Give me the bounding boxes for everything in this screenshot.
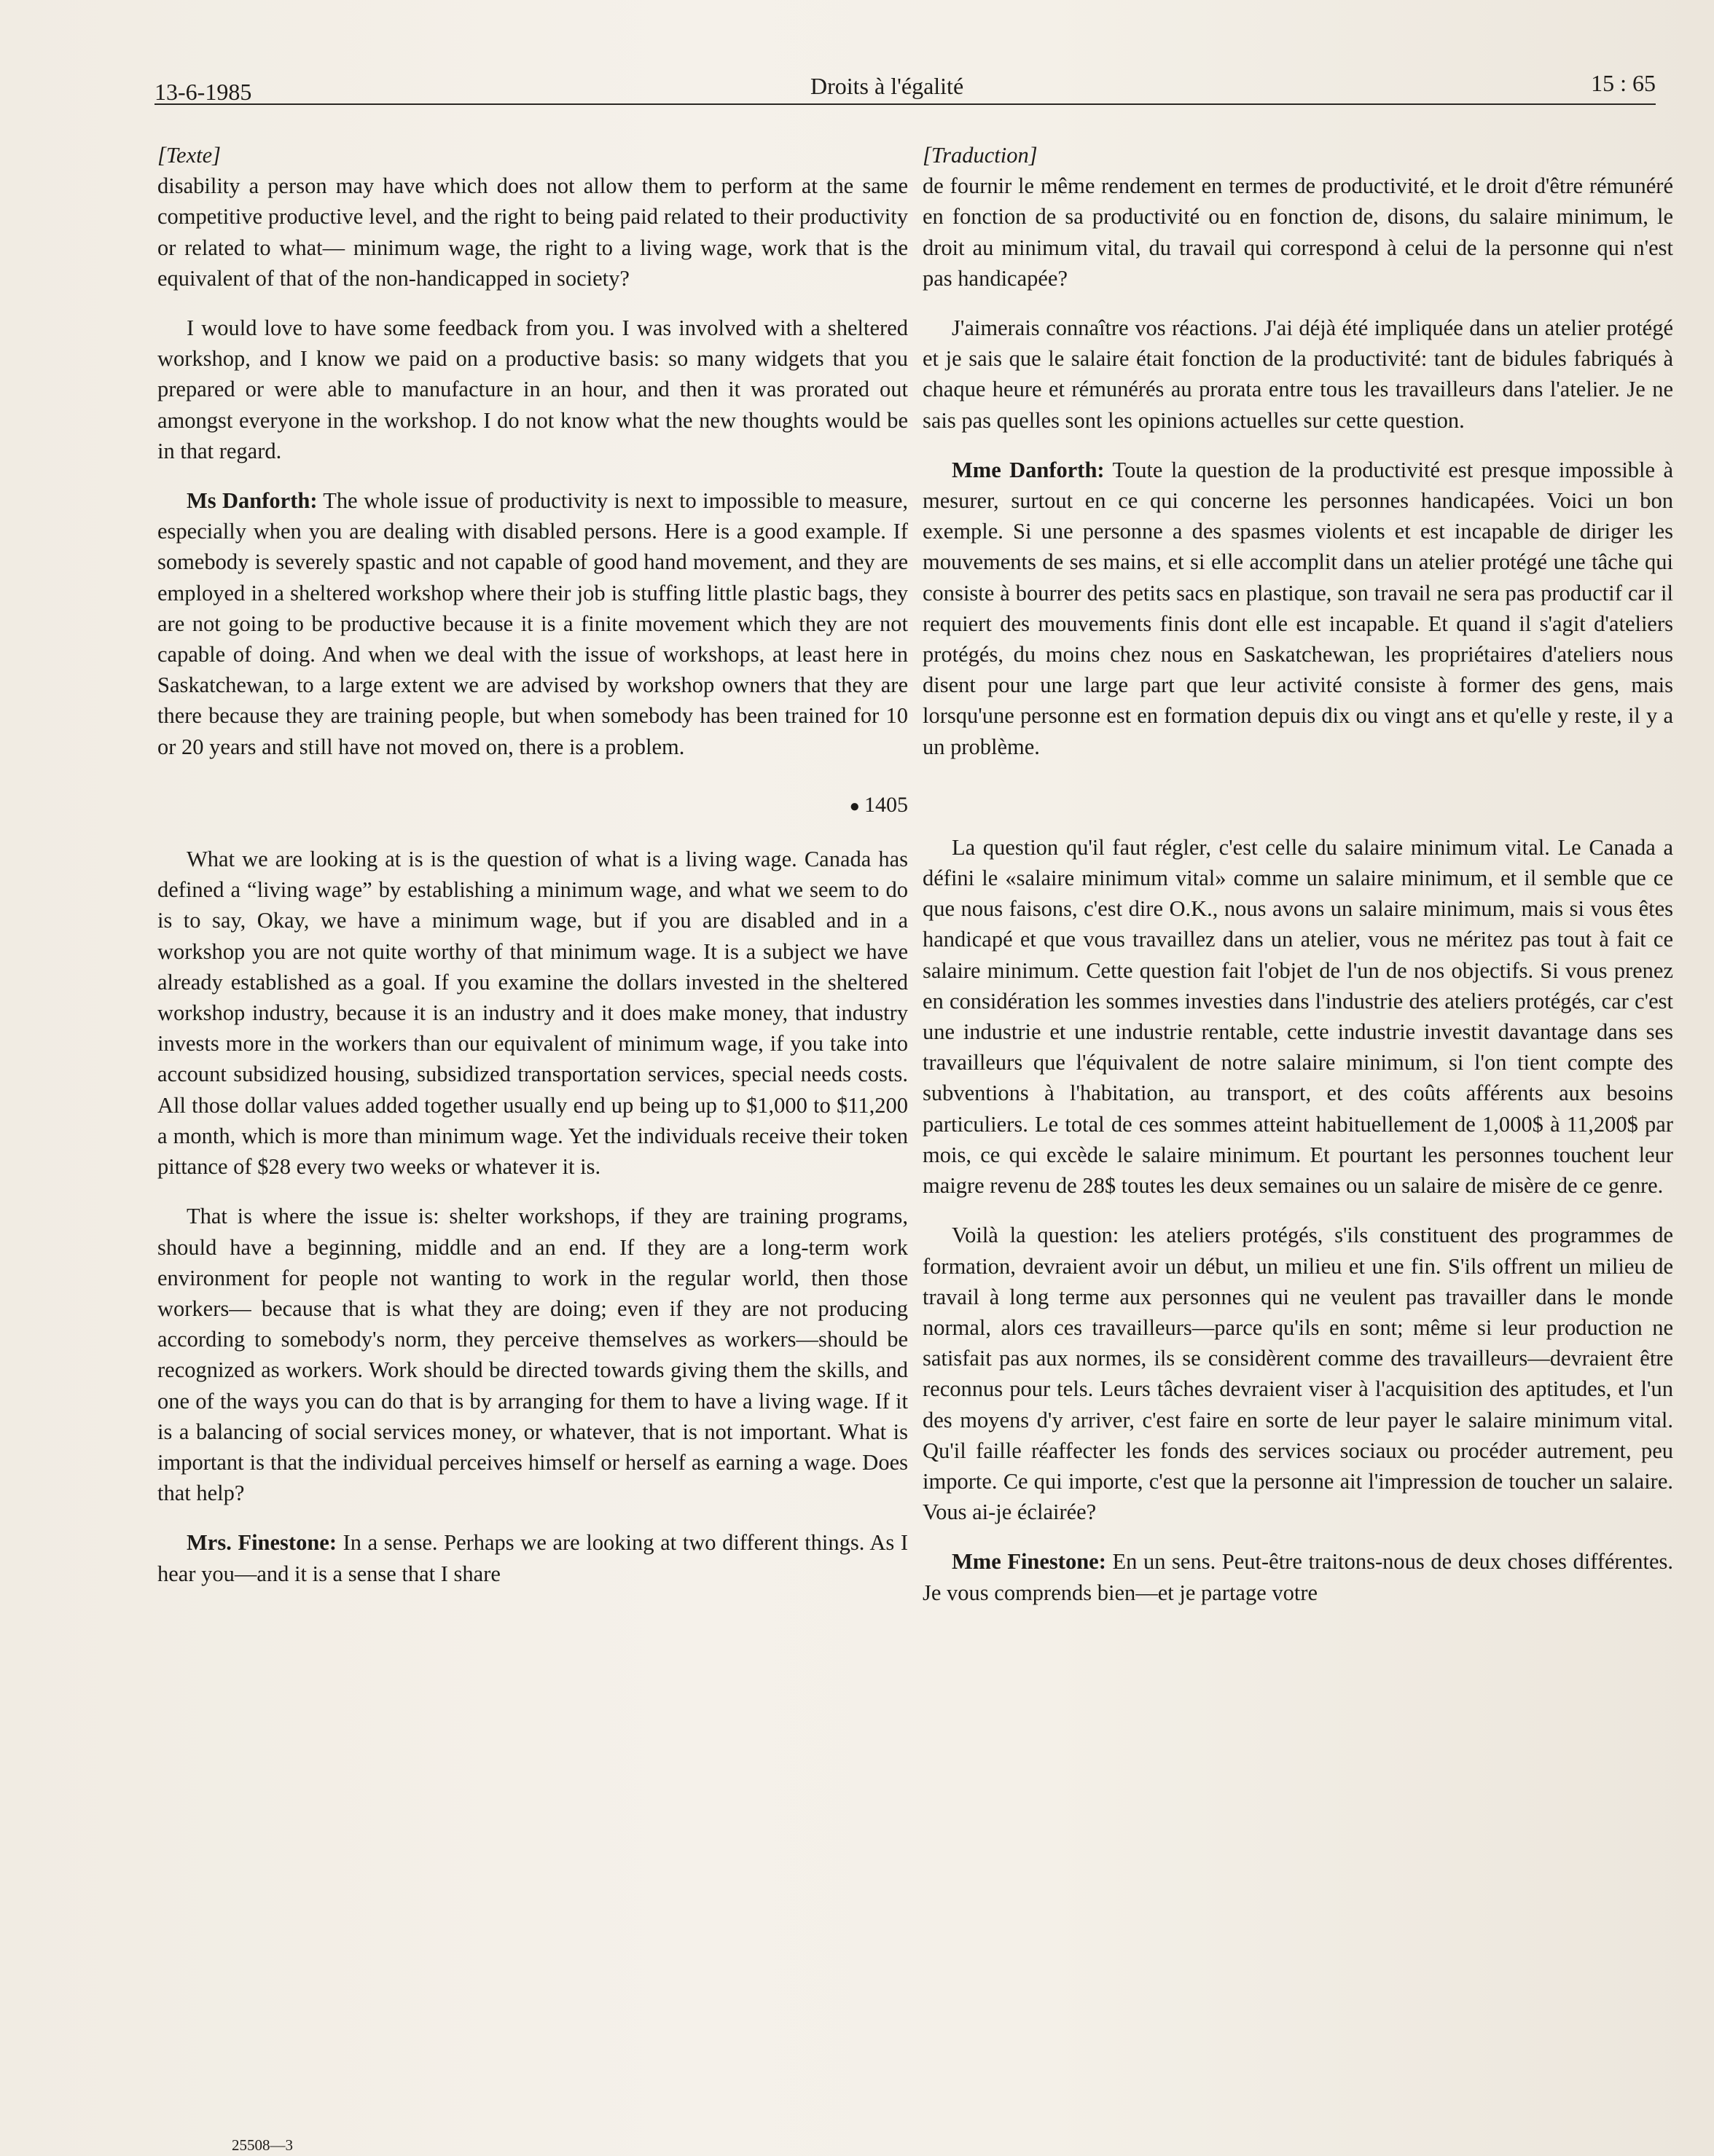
french-column <box>923 140 1673 1627</box>
footer-code: 25508—3 <box>232 2136 293 2154</box>
page-header <box>154 70 1656 108</box>
paragraph <box>923 455 1673 762</box>
time-marker-value: 1405 <box>864 792 908 817</box>
paragraph: Voilà la question: les ateliers protégés, s'ils constituent des programmes de formation, devraient avoir un début, un milieu et une fin. S'ils offrent un milieu de travail à long terme aux personnes qui ne veulent pas travailler dans le monde normal, alors ces travailleurs—parce qu'ils en sont; même si leur production ne satisfait pas aux normes, ils se considèrent comme des travailleurs—devraient être reconnus pour tels. Leurs tâches devraient viser à l'acquisition des aptitudes, et l'un des moyens d'y arriver, c'est faire en sorte de leur payer le salaire minimum vital. Qu'il faille réaffecter les fonds des services sociaux ou procéder autrement, peu importe. Ce qui importe, c'est que la personne ait l'impression de toucher un salaire. Vous ai-je éclairée? <box>923 1223 1673 1525</box>
header-date: 13-6-1985 <box>154 79 252 105</box>
paragraph: I would love to have some feedback from you. I was involved with a sheltered workshop, and I know we paid on a productive basis: so many widgets that you prepared or were able to manufacture in an hour, and then it was prorated out amongst everyone in the workshop. I do not know what the new thoughts would be in that regard. <box>157 315 908 463</box>
paragraph <box>157 1527 908 1588</box>
speaker-name: Mme Danforth: <box>952 457 1105 482</box>
speech-text: Toute la question de la productivité est presque impossible à mesurer, surtout en ce qui concerne les personnes handicapées. Voici un bon exemple. Si une personne a des spasmes violents et est incapable de diriger les mouvements de ses mains, et si elle accomplit dans un atelier protégé une tâche qui consiste à bourrer des petits sacs en plastique, son travail ne sera pas productif car il requiert des mouvements finis dont elle est incapable. Et quand il s'agit d'ateliers protégés, du moins chez nous en Saskatchewan, les propriétaires d'ateliers nous disent pour une large part que leur activité consiste à former des gens, mais lorsqu'une personne est en formation depuis dix ou vingt ans et qu'elle y reste, il y a un problème. <box>923 457 1674 759</box>
paragraph: de fournir le même rendement en termes de productivité, et le droit d'être rémunéré en fonction de sa productivité ou en fonction de, disons, du salaire minimum, le droit au minimum vital, du travail qui correspond à celui de la personne qui n'est pas handicapée? <box>923 173 1673 291</box>
language-label-traduction: [Traduction] <box>923 143 1038 168</box>
english-column <box>157 140 908 1608</box>
paragraph: La question qu'il faut régler, c'est celle du salaire minimum vital. Le Canada a défini le «salaire minimum vital» comme un salaire minimum, et il semble que ce que nous faisons, c'est dire O.K., nous avons un salaire minimum, mais si vous êtes handicapé et que vous travaillez dans un atelier, vous ne méritez pas tout à fait ce salaire minimum. Cette question fait l'objet de l'un de nos objectifs. Si vous prenez en considération les sommes investies dans l'industrie des ateliers protégés, car c'est une industrie et une industrie rentable, cette industrie investit davantage dans ses travailleurs que l'équivalent de notre salaire minimum, si l'on tient compte des subventions à l'habitation, au transport, et des coûts afférents aux besoins particuliers. Le total de ces sommes atteint habituellement de 1,000$ à 11,200$ par mois, ce qui excède le salaire minimum. Et pourtant les personnes touchent leur maigre revenu de 28$ toutes les deux semaines ou un salaire de misère de ce genre. <box>923 834 1673 1199</box>
paragraph: What we are looking at is is the question of what is a living wage. Canada has defined a “living wage” by establishing a minimum wage, and what we seem to do is to say, Okay, we have a minimum wage, but if you are disabled and in a workshop you are not quite worthy of that minimum wage. It is a subject we have already established as a goal. If you examine the dollars invested in the sheltered workshop industry, because it is an industry and it does make money, that industry invests more in the workers than our equivalent of minimum wage, if you take into account subsidized housing, subsidized transportation services, special needs costs. All those dollar values added together usually end up being up to $1,000 to $11,200 a month, which is more than minimum wage. Yet the individuals receive their token pittance of $28 every two weeks or whatever it is. <box>157 847 908 1180</box>
bullet-icon: ● <box>849 796 860 816</box>
column-spacer <box>923 781 1673 832</box>
speech-text: The whole issue of productivity is next to impossible to measure, especially when you are dealing with disabled persons. Here is a good example. If somebody is severely spastic and not capable of good hand movement, and they are employed in a sheltered workshop where their job is stuffing little plastic bags, they are not going to be productive because it is a finite movement which they are not capable of doing. And when we deal with the issue of workshops, at least here in Saskatchewan, to a large extent we are advised by workshop owners that they are there because they are training people, but when somebody has been trained for 10 or 20 years and still have not moved on, there is a problem. <box>157 488 909 759</box>
time-marker <box>157 790 908 822</box>
paragraph: J'aimerais connaître vos réactions. J'ai déjà été impliquée dans un atelier protégé et je sais que le salaire était fonction de la productivité: tant de bidules fabriqués à chaque heure et rémunérés au prorata entre tous les travailleurs dans l'atelier. Je ne sais pas quelles sont les opinions actuelles sur cette question. <box>923 315 1673 433</box>
paragraph <box>157 485 908 762</box>
header-rule <box>154 103 1656 105</box>
speaker-name: Mme Finestone: <box>952 1549 1106 1575</box>
speaker-name: Ms Danforth: <box>187 488 318 514</box>
speaker-name: Mrs. Finestone: <box>187 1530 337 1556</box>
paragraph <box>923 1546 1673 1607</box>
header-title: Droits à l'égalité <box>810 73 964 99</box>
speech-text: In a sense. Perhaps we are looking at two different things. As I hear you—and it is a sense that I share <box>157 1530 909 1586</box>
speech-text: En un sens. Peut-être traitons-nous de deux choses différentes. Je vous comprends bien—et je partage votre <box>923 1549 1673 1605</box>
paragraph: That is where the issue is: shelter workshops, if they are training programs, should have a beginning, middle and an end. If they are a long-term work environment for people not wanting to work in the regular world, then those workers— because that is what they are doing; even if they are not producing according to somebody's norm, they perceive themselves as workers—should be recognized as workers. Work should be directed towards giving them the skills, and one of the ways you can do that is by arranging for them to have a living wage. If it is a balancing of social services money, or whatever, that is not important. What is important is that the individual perceives himself or herself as earning a wage. Does that help? <box>157 1204 908 1506</box>
paragraph: disability a person may have which does not allow them to perform at the same competitive productive level, and the right to being paid related to their productivity or related to what— minimum wage, the right to a living wage, work that is the equivalent of that of the non-handicapped in society? <box>157 173 908 291</box>
language-label-texte: [Texte] <box>157 143 221 168</box>
header-page-number: 15 : 65 <box>1591 70 1656 96</box>
